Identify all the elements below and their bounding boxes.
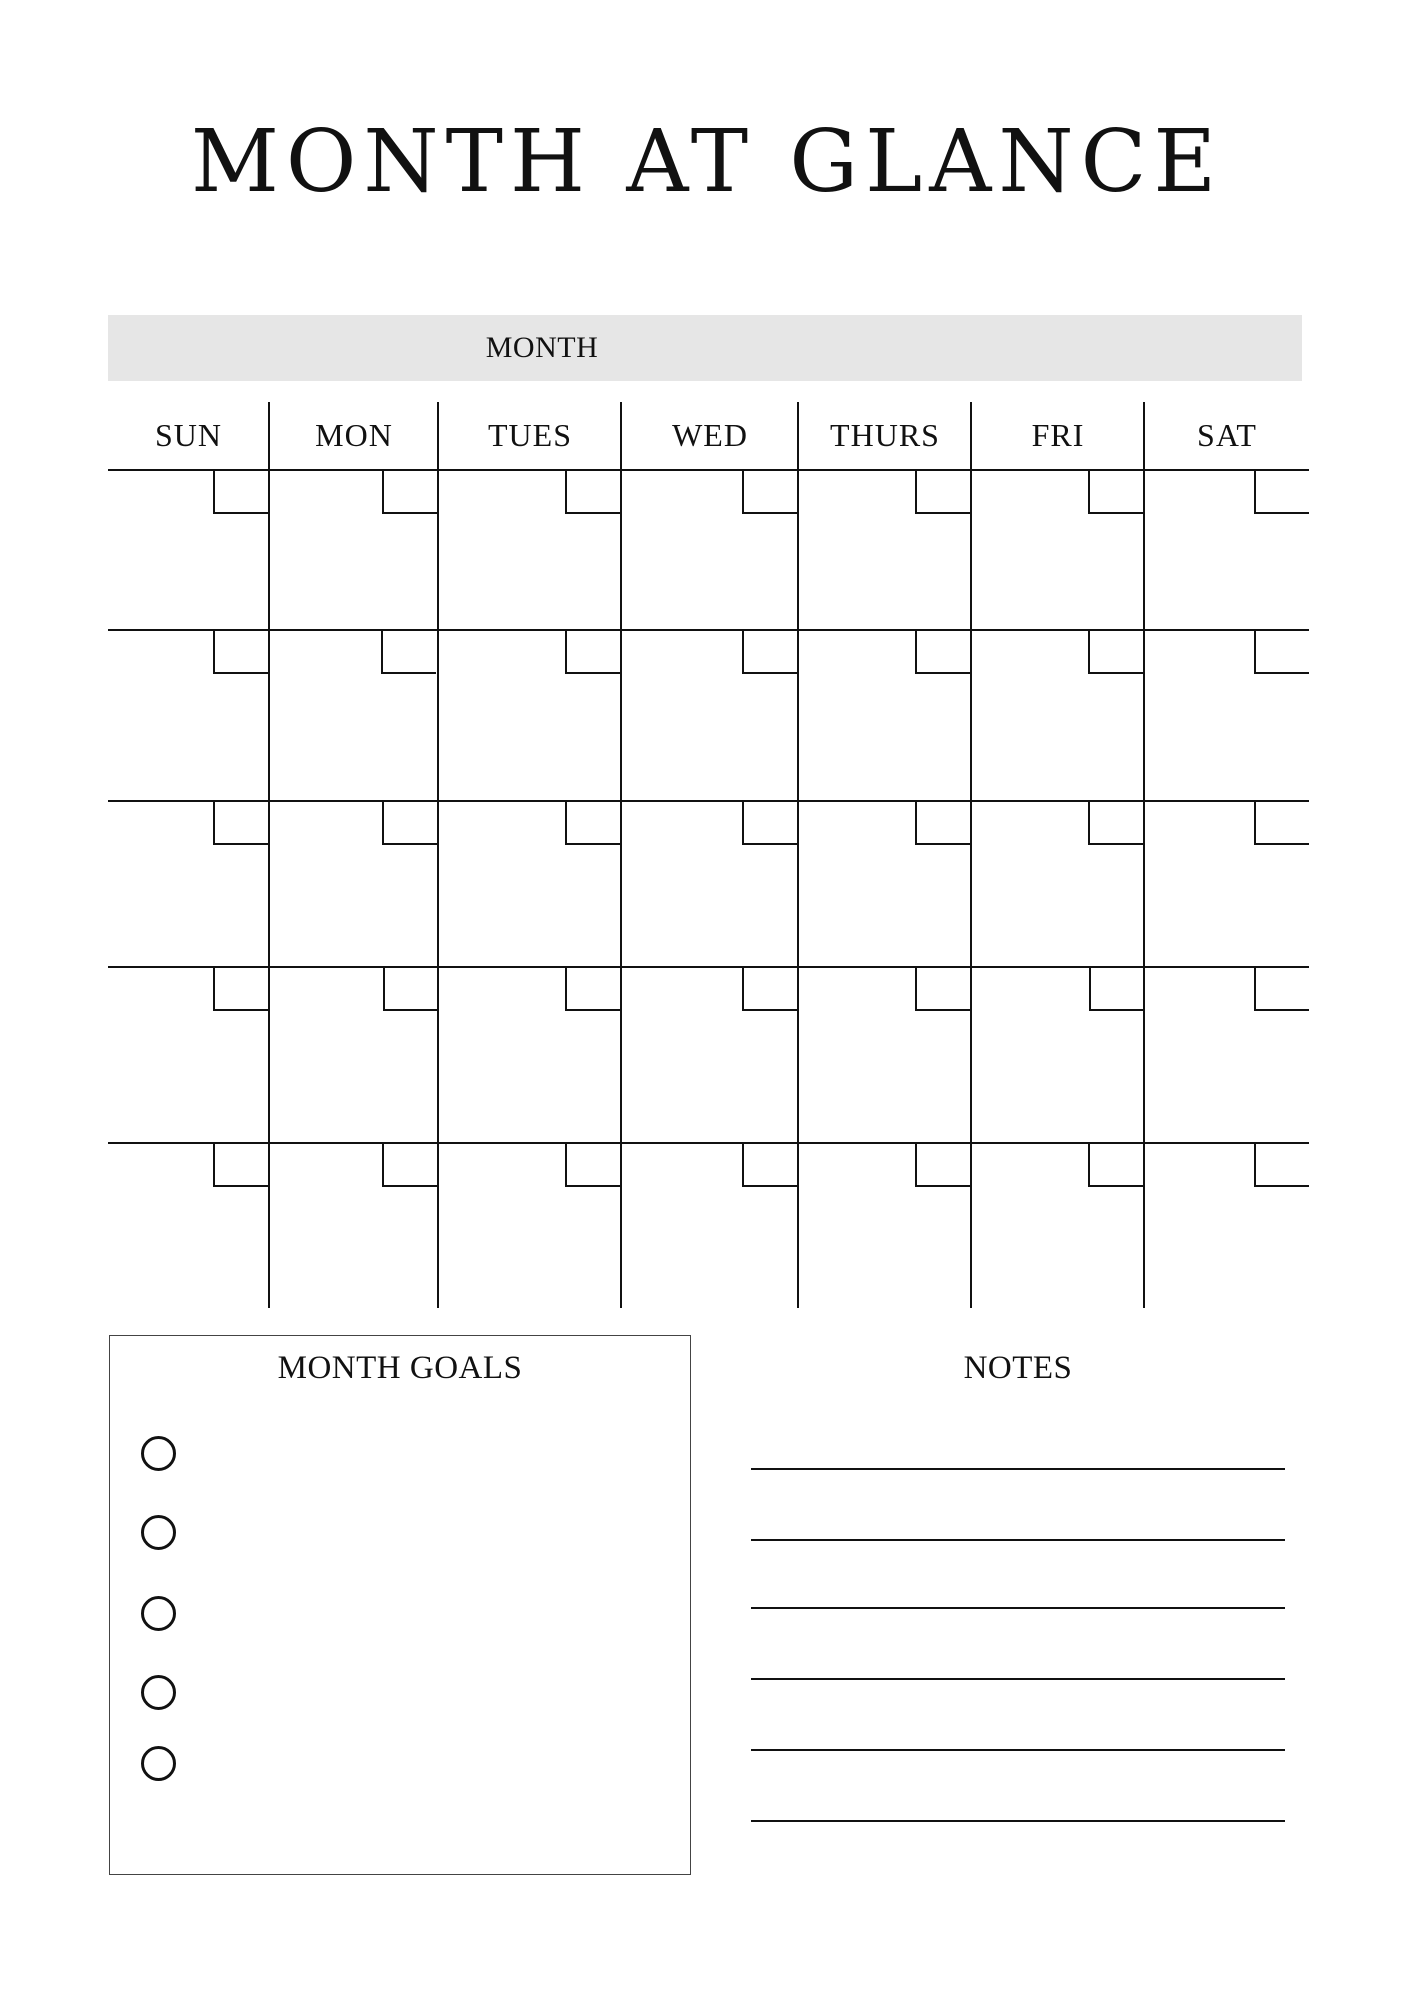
note-line[interactable] (751, 1820, 1285, 1822)
month-goals-title: MONTH GOALS (277, 1350, 523, 1386)
date-box[interactable] (1254, 967, 1309, 1011)
date-box[interactable] (915, 470, 970, 514)
day-label-wed: WED (672, 417, 748, 453)
date-box[interactable] (565, 470, 620, 514)
date-box[interactable] (213, 801, 268, 845)
day-divider (797, 402, 799, 1308)
date-box[interactable] (1254, 801, 1309, 845)
note-line[interactable] (751, 1607, 1285, 1609)
goal-checkbox-circle-icon[interactable] (141, 1515, 176, 1550)
date-box[interactable] (1088, 470, 1143, 514)
date-box[interactable] (1089, 967, 1144, 1011)
note-line[interactable] (751, 1678, 1285, 1680)
date-box[interactable] (381, 630, 436, 674)
date-box[interactable] (382, 801, 437, 845)
date-box[interactable] (382, 1143, 437, 1187)
date-box[interactable] (915, 967, 970, 1011)
day-divider (970, 402, 972, 1308)
date-box[interactable] (742, 801, 797, 845)
day-divider (1143, 402, 1145, 1308)
day-label-thurs: THURS (830, 417, 940, 453)
page-title: MONTH AT GLANCE (190, 112, 1224, 212)
day-label-sat: SAT (1197, 417, 1257, 453)
month-header-bar (108, 315, 1302, 381)
date-box[interactable] (1254, 470, 1309, 514)
day-label-tues: TUES (488, 417, 572, 453)
date-box[interactable] (915, 1143, 970, 1187)
date-box[interactable] (213, 967, 268, 1011)
note-line[interactable] (751, 1468, 1285, 1470)
date-box[interactable] (915, 630, 970, 674)
date-box[interactable] (915, 801, 970, 845)
date-box[interactable] (742, 1143, 797, 1187)
notes-title: NOTES (963, 1350, 1073, 1386)
date-box[interactable] (742, 630, 797, 674)
date-box[interactable] (213, 470, 268, 514)
goal-checkbox-circle-icon[interactable] (141, 1596, 176, 1631)
note-line[interactable] (751, 1539, 1285, 1541)
day-divider (268, 402, 270, 1308)
day-label-mon: MON (315, 417, 393, 453)
date-box[interactable] (565, 1143, 620, 1187)
date-box[interactable] (742, 470, 797, 514)
goal-checkbox-circle-icon[interactable] (141, 1436, 176, 1471)
day-divider (620, 402, 622, 1308)
goal-checkbox-circle-icon[interactable] (141, 1746, 176, 1781)
date-box[interactable] (742, 967, 797, 1011)
date-box[interactable] (1088, 801, 1143, 845)
day-label-fri: FRI (1031, 417, 1085, 453)
date-box[interactable] (1088, 1143, 1143, 1187)
date-box[interactable] (565, 967, 620, 1011)
month-label[interactable]: MONTH (485, 331, 599, 364)
date-box[interactable] (565, 630, 620, 674)
month-goals-panel (109, 1335, 691, 1875)
date-box[interactable] (213, 630, 268, 674)
day-divider (437, 402, 439, 1308)
day-label-sun: SUN (154, 417, 222, 453)
date-box[interactable] (1254, 1143, 1309, 1187)
date-box[interactable] (213, 1143, 268, 1187)
date-box[interactable] (1088, 630, 1143, 674)
note-line[interactable] (751, 1749, 1285, 1751)
goal-checkbox-circle-icon[interactable] (141, 1675, 176, 1710)
date-box[interactable] (1254, 630, 1309, 674)
date-box[interactable] (382, 470, 437, 514)
date-box[interactable] (565, 801, 620, 845)
date-box[interactable] (383, 967, 438, 1011)
